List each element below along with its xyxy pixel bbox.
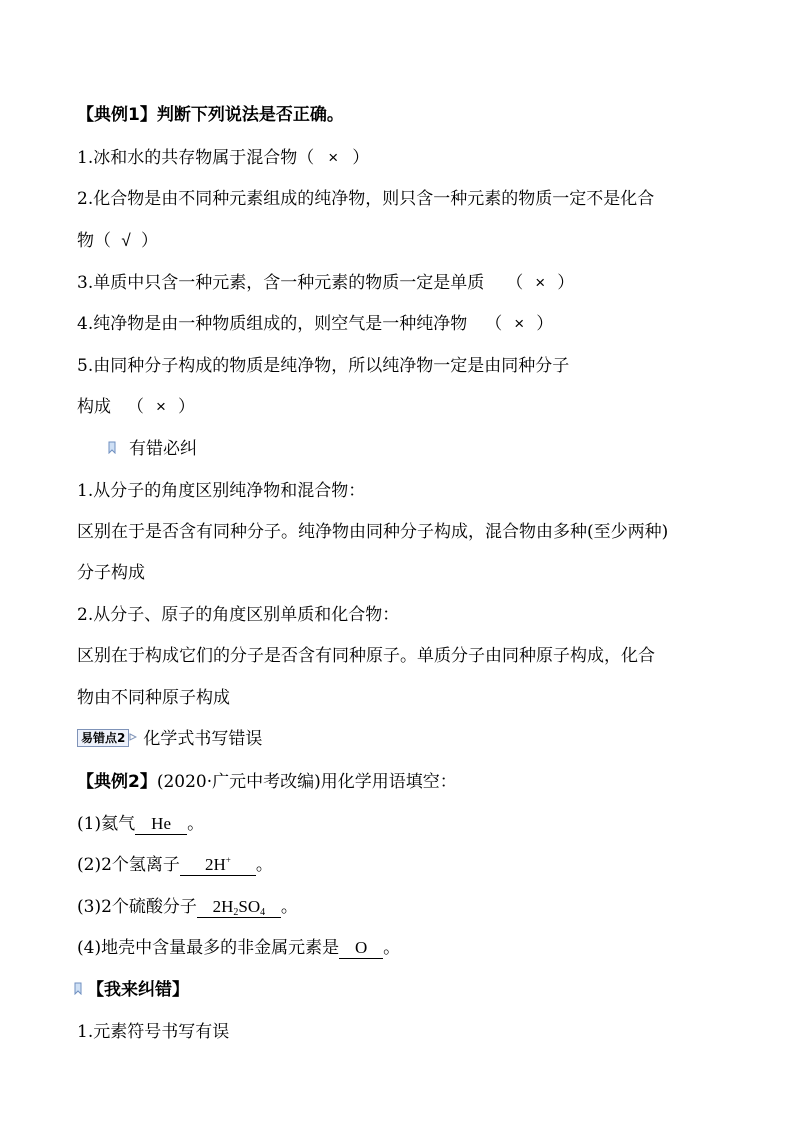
correction-heading: [74, 979, 189, 1001]
point1-title-text: 1.从分子的角度区别纯净物和混合物：: [77, 481, 366, 501]
must-correct-point-2-title: [77, 604, 399, 626]
point2-text-line2: 物由不同种原子构成: [77, 688, 230, 708]
example1-question-4: [77, 313, 553, 335]
ex2-q2-period: 。: [255, 855, 273, 875]
ex2-q1-period: 。: [187, 814, 205, 834]
must-correct-heading: [108, 438, 197, 460]
q3-answer: ×: [535, 273, 546, 292]
q5-close-paren: ）: [178, 397, 195, 417]
must-correct-point-1-line2: [77, 562, 145, 584]
must-correct-point-1-title: [77, 480, 365, 502]
q5-open-paren: （: [127, 397, 144, 417]
q3-open-paren: （: [506, 273, 524, 293]
q3-close-paren: ）: [557, 273, 575, 293]
ex2-q2-answer-main: 2H: [204, 855, 226, 874]
q4-open-paren: （: [485, 314, 503, 334]
q4-text: 4.纯净物是由一种物质组成的，则空气是一种纯净物: [77, 314, 468, 334]
point2-title-text: 2.从分子、原子的角度区别单质和化合物：: [77, 605, 400, 625]
example1-question-2: [77, 188, 654, 210]
q2-answer: √: [121, 231, 131, 250]
example2-question-2: [77, 854, 273, 876]
must-correct-point-2-line1: [77, 645, 655, 667]
q5-text-line2: 构成: [77, 397, 111, 417]
ex2-q3-answer-sub1: 2: [233, 907, 239, 918]
example2-question-4: [77, 937, 400, 959]
ex2-q4-answer: O: [339, 938, 383, 959]
error-point-2-heading: [77, 728, 262, 750]
ex2-q2-answer: [180, 855, 256, 876]
example1-title: [77, 104, 344, 126]
ex2-q4-text: (4)地壳中含量最多的非金属元素是: [77, 938, 340, 958]
example1-question-2-cont: [77, 230, 158, 252]
ex2-q3-answer-part2: SO: [238, 897, 261, 916]
q4-close-paren: ）: [536, 314, 554, 334]
q1-close-paren: ）: [352, 148, 370, 168]
error-point-tag: 易错点2: [77, 729, 129, 747]
must-correct-heading-text: 有错必纠: [129, 439, 197, 459]
ex2-q1-text: (1)氦气: [77, 814, 136, 834]
must-correct-point-2-line2: [77, 687, 230, 709]
q2-text-line1: 2.化合物是由不同种元素组成的纯净物，则只含一种元素的物质一定不是化合: [77, 189, 655, 209]
ex2-q3-answer-sub2: 4: [260, 907, 266, 918]
ex2-q3-answer-part1: 2H: [212, 897, 234, 916]
ex2-q3-period: 。: [280, 897, 298, 917]
example2-question-3: [77, 896, 298, 918]
q1-text: 1.冰和水的共存物属于混合物（: [77, 148, 315, 168]
ex2-q3-text: (3)2个硫酸分子: [77, 897, 197, 917]
q4-answer: ×: [514, 314, 525, 333]
ex2-q1-answer: He: [135, 814, 187, 835]
example2-title: [77, 771, 457, 793]
point1-text-line2: 分子构成: [77, 563, 145, 583]
example1-question-1: [77, 147, 369, 169]
q3-text: 3.单质中只含一种元素，含一种元素的物质一定是单质: [77, 273, 485, 293]
bookmark-icon: [108, 441, 117, 454]
correction-item-1: [77, 1021, 229, 1043]
q1-answer: ×: [328, 148, 339, 167]
arrow-icon: [129, 733, 137, 741]
q5-answer: ×: [156, 397, 166, 416]
error-point-title: 化学式书写错误: [143, 729, 263, 749]
correction-heading-text: 【我来纠错】: [87, 980, 189, 1000]
ex2-q3-answer: [197, 897, 281, 918]
q5-text-line1: 5.由同种分子构成的物质是纯净物，所以纯净物一定是由同种分子: [77, 356, 570, 376]
example1-title-text: 【典例1】判断下列说法是否正确。: [77, 105, 344, 125]
point1-text-line1: 区别在于是否含有同种分子。纯净物由同种分子构成，混合物由多种(至少两种): [77, 522, 669, 542]
correction-item-1-text: 1.元素符号书写有误: [77, 1022, 230, 1042]
example1-question-5-cont: [77, 396, 195, 418]
example2-title-rest: (2020·广元中考改编)用化学用语填空：: [156, 772, 457, 792]
point2-text-line1: 区别在于构成它们的分子是否含有同种原子。单质分子由同种原子构成，化合: [77, 646, 655, 666]
q2-close-paren: ）: [141, 231, 158, 251]
example1-question-3: [77, 272, 574, 294]
ex2-q2-answer-charge: +: [225, 855, 231, 865]
ex2-q2-text: (2)2个氢离子: [77, 855, 180, 875]
q2-text-line2: 物（: [77, 231, 111, 251]
ex2-q4-period: 。: [383, 938, 401, 958]
example2-title-label: 【典例2】: [77, 772, 157, 792]
bookmark-icon: [74, 982, 83, 995]
example2-question-1: [77, 813, 204, 835]
must-correct-point-1-line1: [77, 521, 668, 543]
example1-question-5: [77, 355, 569, 377]
